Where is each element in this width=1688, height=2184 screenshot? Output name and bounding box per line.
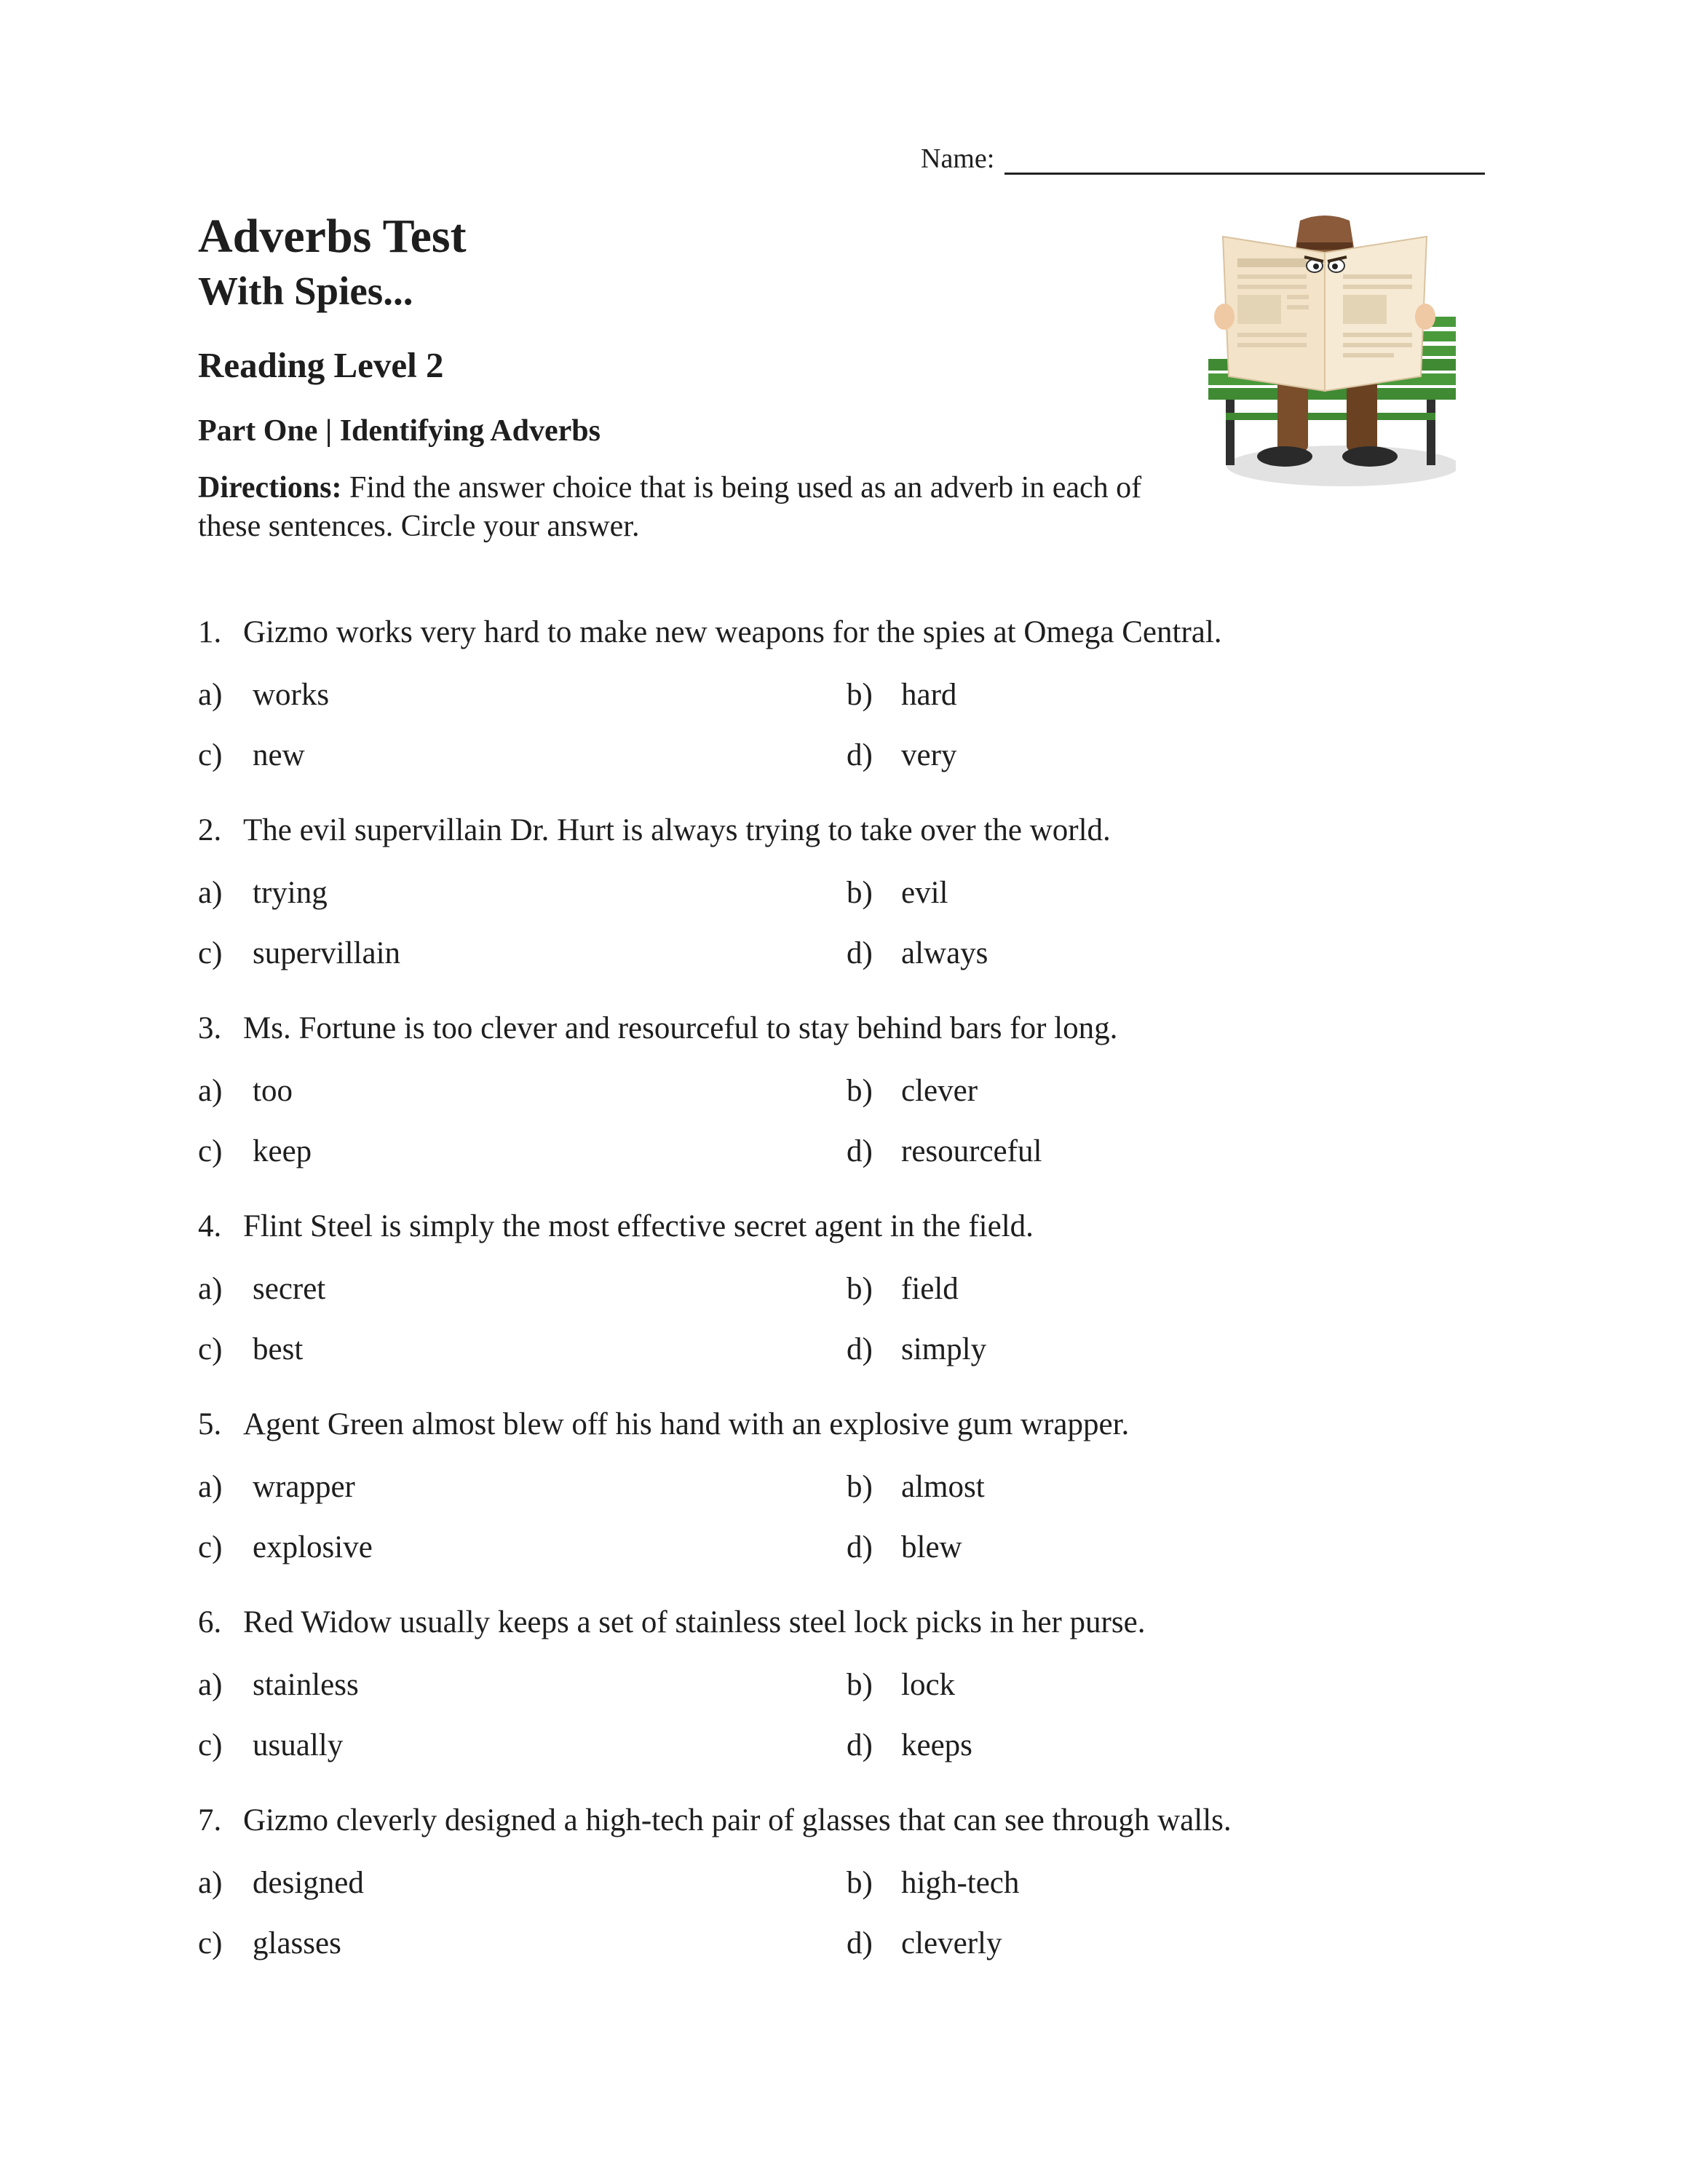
choice-letter: a) [198,1668,223,1702]
choice-text: keeps [901,1728,972,1762]
question-number: 3. [198,1011,222,1045]
question-1-choice-c[interactable] [198,740,305,771]
question-number: 1. [198,615,222,649]
choice-text: designed [253,1866,364,1900]
choice-text: very [901,738,957,772]
choice-text: supervillain [253,936,401,970]
choice-letter: b) [847,1668,873,1702]
choice-text: secret [253,1272,326,1306]
choice-text: clever [901,1074,978,1108]
question-6-choice-b[interactable] [847,1669,955,1701]
choice-letter: d) [847,936,873,970]
question-3-choice-c[interactable] [198,1136,312,1167]
choice-letter: d) [847,738,873,772]
choice-letter: c) [198,1332,223,1366]
question-5-choice-a[interactable] [198,1471,355,1503]
choice-text: evil [901,876,948,910]
choice-text: hard [901,678,957,712]
choice-text: too [253,1074,293,1108]
page-subtitle: With Spies... [198,269,413,313]
newspaper [1223,237,1427,391]
question-2-choice-b[interactable] [847,877,948,909]
question-text: The evil supervillain Dr. Hurt is always trying to take over the world. [243,813,1111,847]
name-label: Name: [921,143,995,174]
choice-letter: c) [198,1728,223,1762]
directions-label: Directions: [198,471,342,505]
choice-text: wrapper [253,1470,355,1504]
part-heading: Part One | Identifying Adverbs [198,414,601,448]
question-3 [198,1013,1117,1044]
question-text: Red Widow usually keeps a set of stainless steel lock picks in her purse. [243,1605,1146,1639]
question-7-choice-b[interactable] [847,1867,1019,1899]
choice-letter: c) [198,1926,223,1961]
question-4-choice-d[interactable] [847,1334,986,1365]
choice-letter: d) [847,1134,873,1168]
choice-letter: c) [198,1530,223,1564]
choice-text: works [253,678,330,712]
choice-text: high-tech [901,1866,1020,1900]
name-field[interactable] [921,143,1485,175]
spy-left-hand [1214,304,1235,330]
question-4-choice-b[interactable] [847,1273,959,1305]
question-text: Flint Steel is simply the most effective secret agent in the field. [243,1209,1034,1243]
choice-text: field [901,1272,959,1306]
choice-text: explosive [253,1530,373,1564]
question-3-choice-a[interactable] [198,1075,293,1107]
choice-text: stainless [253,1668,359,1702]
choice-text: simply [901,1332,987,1366]
choice-letter: a) [198,1866,223,1900]
choice-letter: a) [198,678,223,712]
choice-letter: b) [847,876,873,910]
name-blank-line[interactable] [1005,143,1485,175]
question-3-choice-b[interactable] [847,1075,978,1107]
choice-letter: b) [847,1866,873,1900]
page-title: Adverbs Test [198,210,467,263]
choice-letter: c) [198,936,223,970]
choice-letter: a) [198,876,223,910]
choice-text: keep [253,1134,312,1168]
choice-letter: d) [847,1530,873,1564]
question-2-choice-d[interactable] [847,938,988,969]
question-4-choice-c[interactable] [198,1334,303,1365]
question-6-choice-c[interactable] [198,1730,343,1761]
choice-text: usually [253,1728,344,1762]
reading-level: Reading Level 2 [198,345,444,385]
choice-letter: b) [847,1272,873,1306]
question-number: 4. [198,1209,222,1243]
choice-letter: a) [198,1470,223,1504]
choice-letter: a) [198,1272,223,1306]
choice-letter: d) [847,1728,873,1762]
choice-text: cleverly [901,1926,1002,1961]
question-text: Agent Green almost blew off his hand with an explosive gum wrapper. [243,1407,1130,1441]
question-number: 6. [198,1605,222,1639]
question-2 [198,815,1111,846]
question-5 [198,1409,1129,1440]
question-1-choice-a[interactable] [198,679,329,711]
question-3-choice-d[interactable] [847,1136,1042,1167]
choice-text: almost [901,1470,985,1504]
spy-reading-newspaper-on-bench-icon [1208,207,1456,491]
choice-text: glasses [253,1926,341,1961]
question-6-choice-d[interactable] [847,1730,972,1761]
question-6-choice-a[interactable] [198,1669,359,1701]
question-2-choice-c[interactable] [198,938,400,969]
question-7-choice-c[interactable] [198,1928,341,1959]
choice-text: best [253,1332,304,1366]
question-number: 7. [198,1803,222,1837]
directions-text: Find the answer choice that is being used as an adverb in each of these sentences. Circle your answer. [198,471,1142,543]
question-7-choice-a[interactable] [198,1867,364,1899]
question-text: Ms. Fortune is too clever and resourceful to stay behind bars for long. [243,1011,1118,1045]
choice-text: resourceful [901,1134,1042,1168]
question-4 [198,1211,1034,1242]
question-text: Gizmo works very hard to make new weapons for the spies at Omega Central. [243,615,1222,649]
question-4-choice-a[interactable] [198,1273,325,1305]
question-number: 2. [198,813,222,847]
question-5-choice-c[interactable] [198,1532,373,1563]
question-7-choice-d[interactable] [847,1928,1002,1959]
directions [198,469,1144,546]
question-1-choice-b[interactable] [847,679,956,711]
choice-letter: b) [847,678,873,712]
question-6 [198,1607,1145,1638]
choice-text: new [253,738,305,772]
choice-text: trying [253,876,328,910]
choice-letter: a) [198,1074,223,1108]
choice-letter: d) [847,1332,873,1366]
question-7 [198,1805,1232,1836]
choice-text: always [901,936,988,970]
choice-letter: b) [847,1470,873,1504]
question-5-choice-d[interactable] [847,1532,962,1563]
spy-right-hand [1415,304,1435,330]
question-1 [198,617,1222,648]
choice-text: lock [901,1668,956,1702]
question-1-choice-d[interactable] [847,740,956,771]
question-2-choice-a[interactable] [198,877,328,909]
choice-letter: b) [847,1074,873,1108]
choice-letter: c) [198,738,223,772]
choice-letter: d) [847,1926,873,1961]
question-text: Gizmo cleverly designed a high-tech pair of glasses that can see through walls. [243,1803,1232,1837]
question-number: 5. [198,1407,222,1441]
question-5-choice-b[interactable] [847,1471,985,1503]
choice-letter: c) [198,1134,223,1168]
choice-text: blew [901,1530,962,1564]
